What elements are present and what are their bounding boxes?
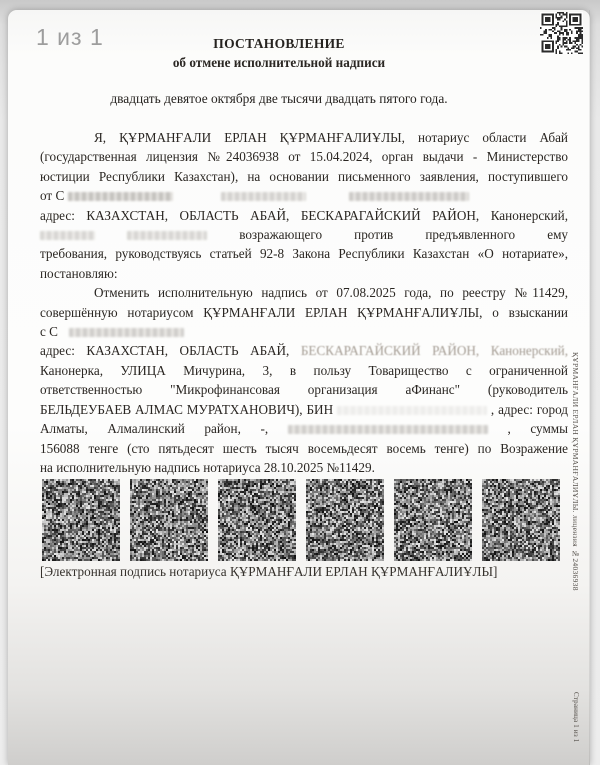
document-subtitle: об отмене исполнительной надписи bbox=[172, 55, 386, 70]
signature-noise-stamp bbox=[130, 479, 208, 561]
body-line bbox=[40, 458, 568, 477]
body-line bbox=[40, 244, 568, 263]
redacted-segment bbox=[68, 192, 173, 201]
text-segment: 156088 тенге (сто пятьдесят шесть тысяч восемьдесят восемь тенге) по Возражение bbox=[40, 440, 568, 456]
body-line bbox=[40, 167, 568, 186]
document-date-line: двадцать девятое октября две тысячи двадцать пятого года. bbox=[110, 91, 448, 106]
faded-text-segment: БЕСКАРАГАЙСКИЙ РАЙОН, Канонерский, bbox=[300, 343, 569, 359]
redacted-segment bbox=[349, 192, 469, 201]
text-segment: постановляю: bbox=[40, 265, 118, 281]
body-line bbox=[40, 419, 568, 438]
text-segment: , суммы bbox=[507, 421, 569, 437]
margin-page-number-vertical: Страница 1 из 1 bbox=[572, 692, 580, 743]
text-segment: адрес: КАЗАХСТАН, ОБЛАСТЬ АБАЙ, bbox=[40, 343, 290, 359]
signature-caption: [Электронная подпись нотариуса ҚҰРМАНҒАЛИ ЕРЛАН ҚҰРМАНҒАЛИҰЛЫ] bbox=[40, 564, 498, 579]
text-segment: (государственная лицензия №24036938 от 15.04.2024, орган выдачи - Министерство bbox=[40, 149, 568, 165]
body-line bbox=[40, 225, 568, 244]
margin-notary-name-vertical: ҚҰРМАНҒАЛИ ЕРЛАН ҚҰРМАНҒАЛИҰЛЫ. лицензия №24036938 bbox=[571, 352, 580, 591]
document-body bbox=[40, 128, 568, 477]
text-segment: БЕЛЬДЕУБАЕВ АЛМАС МУРАТХАНОВИЧ), БИН bbox=[40, 401, 334, 417]
body-line bbox=[40, 186, 568, 205]
signature-noise-stamp bbox=[218, 479, 296, 561]
body-line bbox=[40, 439, 568, 458]
body-line bbox=[40, 380, 568, 399]
body-line bbox=[40, 303, 568, 322]
text-segment: Алматы, Алмалинский район, -, bbox=[40, 421, 269, 437]
redacted-segment bbox=[221, 192, 306, 201]
body-line bbox=[40, 206, 568, 225]
body-line bbox=[40, 341, 568, 360]
redacted-segment bbox=[40, 231, 95, 240]
qr-code-icon bbox=[540, 12, 583, 54]
signature-noise-stamp bbox=[482, 479, 560, 561]
document-title: ПОСТАНОВЛЕНИЕ bbox=[213, 36, 345, 51]
redacted-segment bbox=[337, 406, 487, 415]
body-line bbox=[40, 147, 568, 166]
body-line bbox=[40, 361, 568, 380]
body-line bbox=[40, 322, 568, 341]
text-segment: от С bbox=[40, 188, 65, 204]
body-line bbox=[40, 400, 568, 419]
page-indicator: 1 из 1 bbox=[36, 24, 104, 50]
text-segment: с С bbox=[40, 324, 58, 340]
page-edge-line bbox=[589, 10, 590, 765]
text-segment: Канонерка, УЛИЦА Мичурина, 3, в пользу Товарищество с ограниченной bbox=[40, 362, 568, 378]
text-segment: возражающего против предъявленного ему bbox=[239, 227, 569, 243]
text-segment: Я, ҚҰРМАНҒАЛИ ЕРЛАН ҚҰРМАНҒАЛИҰЛЫ, нотариус области Абай bbox=[94, 130, 568, 145]
body-line bbox=[40, 283, 568, 302]
text-segment: требования, руководствуясь статьей 92-8 Закона Республики Казахстан «О нотариате», bbox=[40, 246, 568, 262]
redacted-segment bbox=[288, 425, 488, 434]
body-line bbox=[40, 264, 568, 283]
signature-noise-stamp bbox=[394, 479, 472, 561]
text-segment: , адрес: город bbox=[490, 401, 569, 417]
body-line bbox=[40, 128, 568, 147]
text-segment: юстиции Республики Казахстан), на основании письменного заявления, поступившего bbox=[40, 168, 568, 184]
text-segment: Отменить исполнительную надпись от 07.08.2025 года, по реестру №11429, bbox=[94, 285, 568, 301]
redacted-segment bbox=[127, 231, 207, 240]
text-segment: на исполнительную надпись нотариуса 28.10.2025 №11429. bbox=[40, 459, 375, 475]
signature-noise-stamp bbox=[306, 479, 384, 561]
text-segment: ответственностью "Микрофинансовая организация аФинанс" (руководитель bbox=[40, 382, 568, 398]
redacted-segment bbox=[69, 328, 184, 337]
signature-stamp-row bbox=[42, 479, 560, 561]
text-segment: адрес: КАЗАХСТАН, ОБЛАСТЬ АБАЙ, БЕСКАРАГАЙСКИЙ РАЙОН, Канонерский, bbox=[40, 207, 568, 223]
signature-noise-stamp bbox=[42, 479, 120, 561]
text-segment: совершённую нотариусом ҚҰРМАНҒАЛИ ЕРЛАН ҚҰРМАНҒАЛИҰЛЫ, о взыскании bbox=[40, 304, 568, 320]
